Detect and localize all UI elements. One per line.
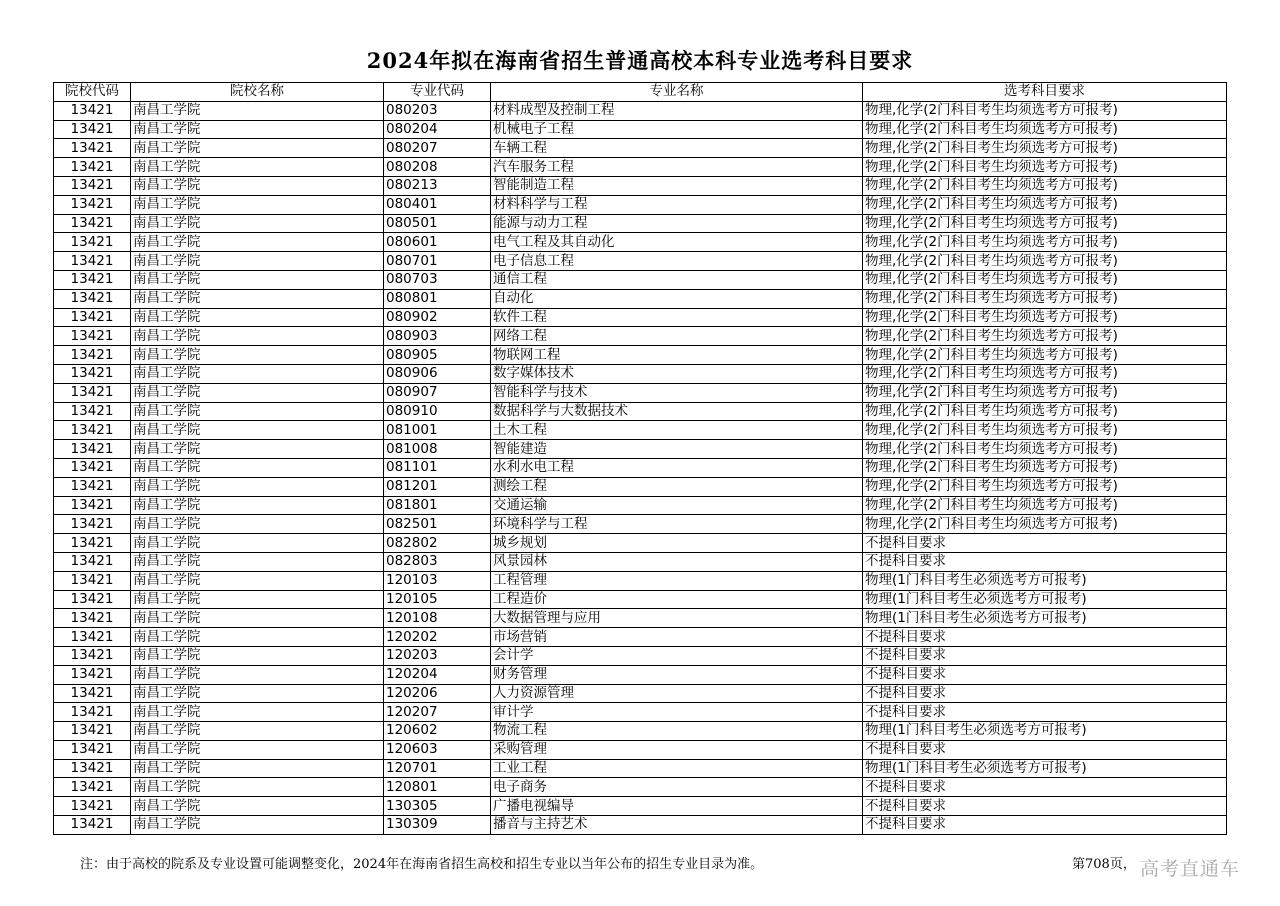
major-name-cell: 车辆工程 [491, 139, 863, 158]
major-code-cell: 120701 [384, 759, 491, 778]
school-name-cell: 南昌工学院 [131, 176, 384, 195]
table-row [54, 458, 1227, 477]
school-name-cell: 南昌工学院 [131, 402, 384, 421]
table-row [54, 327, 1227, 346]
major-code-cell: 130305 [384, 797, 491, 816]
subject-requirement-cell: 物理,化学(2门科目考生均须选考方可报考) [863, 233, 1227, 252]
subject-requirement-cell: 物理(1门科目考生必须选考方可报考) [863, 722, 1227, 741]
table-row [54, 740, 1227, 759]
school-code-cell: 13421 [54, 458, 131, 477]
school-name-cell: 南昌工学院 [131, 778, 384, 797]
table-row [54, 383, 1227, 402]
major-name-cell: 数据科学与大数据技术 [491, 402, 863, 421]
school-name-cell: 南昌工学院 [131, 740, 384, 759]
major-code-cell: 120602 [384, 722, 491, 741]
school-code-cell: 13421 [54, 628, 131, 647]
major-name-cell: 电子信息工程 [491, 252, 863, 271]
major-code-cell: 081008 [384, 440, 491, 459]
major-name-cell: 人力资源管理 [491, 684, 863, 703]
school-name-cell: 南昌工学院 [131, 270, 384, 289]
school-code-cell: 13421 [54, 120, 131, 139]
major-code-cell: 081001 [384, 421, 491, 440]
major-name-cell: 风景园林 [491, 552, 863, 571]
subject-requirement-cell: 物理,化学(2门科目考生均须选考方可报考) [863, 270, 1227, 289]
major-code-cell: 080501 [384, 214, 491, 233]
school-code-cell: 13421 [54, 270, 131, 289]
major-name-cell: 智能科学与技术 [491, 383, 863, 402]
table-row [54, 797, 1227, 816]
major-code-cell: 081801 [384, 496, 491, 515]
table-row [54, 665, 1227, 684]
school-name-cell: 南昌工学院 [131, 252, 384, 271]
subject-requirement-cell: 物理,化学(2门科目考生均须选考方可报考) [863, 383, 1227, 402]
subject-requirement-cell: 物理,化学(2门科目考生均须选考方可报考) [863, 440, 1227, 459]
school-code-cell: 13421 [54, 552, 131, 571]
major-name-cell: 材料成型及控制工程 [491, 101, 863, 120]
subject-requirement-cell: 不提科目要求 [863, 797, 1227, 816]
school-name-cell: 南昌工学院 [131, 195, 384, 214]
major-code-cell: 080902 [384, 308, 491, 327]
school-name-cell: 南昌工学院 [131, 101, 384, 120]
school-name-cell: 南昌工学院 [131, 383, 384, 402]
table-row [54, 233, 1227, 252]
school-code-cell: 13421 [54, 571, 131, 590]
subject-requirement-cell: 物理(1门科目考生必须选考方可报考) [863, 590, 1227, 609]
major-name-cell: 会计学 [491, 646, 863, 665]
school-name-cell: 南昌工学院 [131, 440, 384, 459]
major-code-cell: 080208 [384, 158, 491, 177]
subject-requirement-cell: 物理,化学(2门科目考生均须选考方可报考) [863, 101, 1227, 120]
major-name-cell: 通信工程 [491, 270, 863, 289]
school-name-cell: 南昌工学院 [131, 158, 384, 177]
major-name-cell: 土木工程 [491, 421, 863, 440]
major-code-cell: 130309 [384, 816, 491, 835]
school-name-cell: 南昌工学院 [131, 609, 384, 628]
school-name-cell: 南昌工学院 [131, 571, 384, 590]
footnote: 注：由于高校的院系及专业设置可能调整变化，2024年在海南省招生高校和招生专业以当年公布的招生专业目录为准。 [80, 857, 764, 872]
subject-requirement-cell: 不提科目要求 [863, 816, 1227, 835]
school-name-cell: 南昌工学院 [131, 364, 384, 383]
table-row [54, 270, 1227, 289]
school-code-cell: 13421 [54, 421, 131, 440]
subject-requirement-cell: 物理,化学(2门科目考生均须选考方可报考) [863, 158, 1227, 177]
table-row [54, 289, 1227, 308]
table-row [54, 684, 1227, 703]
table-row [54, 571, 1227, 590]
major-code-cell: 081201 [384, 477, 491, 496]
school-name-cell: 南昌工学院 [131, 496, 384, 515]
major-code-cell: 080910 [384, 402, 491, 421]
school-code-cell: 13421 [54, 214, 131, 233]
subject-requirement-cell: 物理,化学(2门科目考生均须选考方可报考) [863, 214, 1227, 233]
school-name-cell: 南昌工学院 [131, 797, 384, 816]
school-code-cell: 13421 [54, 740, 131, 759]
school-code-cell: 13421 [54, 289, 131, 308]
table-row [54, 308, 1227, 327]
subject-requirement-cell: 不提科目要求 [863, 628, 1227, 647]
subject-requirement-cell: 物理,化学(2门科目考生均须选考方可报考) [863, 458, 1227, 477]
major-code-cell: 082501 [384, 515, 491, 534]
school-name-cell: 南昌工学院 [131, 684, 384, 703]
table-row [54, 364, 1227, 383]
major-code-cell: 080401 [384, 195, 491, 214]
school-name-cell: 南昌工学院 [131, 646, 384, 665]
table-row [54, 628, 1227, 647]
major-name-cell: 汽车服务工程 [491, 158, 863, 177]
table-header-row [54, 83, 1227, 102]
subject-requirement-cell: 物理,化学(2门科目考生均须选考方可报考) [863, 308, 1227, 327]
major-code-cell: 120207 [384, 703, 491, 722]
major-name-cell: 工程管理 [491, 571, 863, 590]
school-code-cell: 13421 [54, 534, 131, 553]
subject-requirement-cell: 不提科目要求 [863, 646, 1227, 665]
subject-requirement-cell: 物理,化学(2门科目考生均须选考方可报考) [863, 477, 1227, 496]
school-code-cell: 13421 [54, 233, 131, 252]
major-code-cell: 082802 [384, 534, 491, 553]
school-name-cell: 南昌工学院 [131, 233, 384, 252]
school-name-cell: 南昌工学院 [131, 289, 384, 308]
school-code-cell: 13421 [54, 778, 131, 797]
subject-requirement-cell: 物理(1门科目考生必须选考方可报考) [863, 759, 1227, 778]
major-name-cell: 环境科学与工程 [491, 515, 863, 534]
table-row [54, 552, 1227, 571]
table-row [54, 496, 1227, 515]
major-code-cell: 080905 [384, 346, 491, 365]
school-name-cell: 南昌工学院 [131, 759, 384, 778]
table-row [54, 139, 1227, 158]
major-name-cell: 工程造价 [491, 590, 863, 609]
school-name-cell: 南昌工学院 [131, 703, 384, 722]
school-name-cell: 南昌工学院 [131, 139, 384, 158]
table-row [54, 646, 1227, 665]
table-row [54, 722, 1227, 741]
subject-requirement-cell: 物理(1门科目考生必须选考方可报考) [863, 571, 1227, 590]
table-row [54, 402, 1227, 421]
subject-requirement-cell: 物理,化学(2门科目考生均须选考方可报考) [863, 176, 1227, 195]
major-code-cell: 080907 [384, 383, 491, 402]
watermark: 高考直通车 [1140, 858, 1241, 880]
school-name-cell: 南昌工学院 [131, 628, 384, 647]
major-code-cell: 120801 [384, 778, 491, 797]
major-name-cell: 软件工程 [491, 308, 863, 327]
major-code-cell: 120206 [384, 684, 491, 703]
subject-requirement-cell: 物理,化学(2门科目考生均须选考方可报考) [863, 289, 1227, 308]
major-name-cell: 城乡规划 [491, 534, 863, 553]
school-code-cell: 13421 [54, 590, 131, 609]
subject-requirement-cell: 物理,化学(2门科目考生均须选考方可报考) [863, 402, 1227, 421]
major-code-cell: 120103 [384, 571, 491, 590]
school-code-cell: 13421 [54, 364, 131, 383]
table-row [54, 176, 1227, 195]
major-code-cell: 080203 [384, 101, 491, 120]
school-code-cell: 13421 [54, 139, 131, 158]
major-name-cell: 审计学 [491, 703, 863, 722]
subject-requirement-cell: 物理,化学(2门科目考生均须选考方可报考) [863, 421, 1227, 440]
table-row [54, 158, 1227, 177]
major-name-cell: 播音与主持艺术 [491, 816, 863, 835]
page-number: 第708页， [1072, 857, 1136, 872]
subject-requirement-cell: 不提科目要求 [863, 778, 1227, 797]
subject-requirement-cell: 物理,化学(2门科目考生均须选考方可报考) [863, 496, 1227, 515]
school-code-cell: 13421 [54, 176, 131, 195]
major-code-cell: 120603 [384, 740, 491, 759]
school-name-cell: 南昌工学院 [131, 327, 384, 346]
major-name-cell: 智能制造工程 [491, 176, 863, 195]
school-code-cell: 13421 [54, 440, 131, 459]
subject-requirement-cell: 不提科目要求 [863, 740, 1227, 759]
table-row [54, 703, 1227, 722]
school-name-cell: 南昌工学院 [131, 458, 384, 477]
school-code-cell: 13421 [54, 515, 131, 534]
school-name-cell: 南昌工学院 [131, 552, 384, 571]
subject-requirement-cell: 不提科目要求 [863, 703, 1227, 722]
major-code-cell: 080204 [384, 120, 491, 139]
school-name-cell: 南昌工学院 [131, 346, 384, 365]
major-code-cell: 120202 [384, 628, 491, 647]
table-row [54, 590, 1227, 609]
school-code-cell: 13421 [54, 797, 131, 816]
subject-requirement-cell: 不提科目要求 [863, 534, 1227, 553]
subject-requirement-cell: 物理,化学(2门科目考生均须选考方可报考) [863, 346, 1227, 365]
col-header-major-code: 专业代码 [384, 83, 491, 102]
table-row [54, 214, 1227, 233]
school-name-cell: 南昌工学院 [131, 515, 384, 534]
major-code-cell: 080703 [384, 270, 491, 289]
subject-requirement-cell: 物理,化学(2门科目考生均须选考方可报考) [863, 364, 1227, 383]
requirements-table [53, 82, 1227, 835]
major-code-cell: 120105 [384, 590, 491, 609]
school-code-cell: 13421 [54, 252, 131, 271]
school-name-cell: 南昌工学院 [131, 120, 384, 139]
school-code-cell: 13421 [54, 477, 131, 496]
major-name-cell: 材料科学与工程 [491, 195, 863, 214]
table-row [54, 778, 1227, 797]
major-name-cell: 数字媒体技术 [491, 364, 863, 383]
major-code-cell: 081101 [384, 458, 491, 477]
major-code-cell: 080906 [384, 364, 491, 383]
subject-requirement-cell: 不提科目要求 [863, 552, 1227, 571]
subject-requirement-cell: 物理(1门科目考生必须选考方可报考) [863, 609, 1227, 628]
table-row [54, 101, 1227, 120]
subject-requirement-cell: 物理,化学(2门科目考生均须选考方可报考) [863, 327, 1227, 346]
table-row [54, 120, 1227, 139]
school-name-cell: 南昌工学院 [131, 665, 384, 684]
table-row [54, 609, 1227, 628]
col-header-major-name: 专业名称 [491, 83, 863, 102]
school-code-cell: 13421 [54, 327, 131, 346]
major-name-cell: 交通运输 [491, 496, 863, 515]
major-name-cell: 网络工程 [491, 327, 863, 346]
col-header-subject-requirement: 选考科目要求 [863, 83, 1227, 102]
school-code-cell: 13421 [54, 703, 131, 722]
subject-requirement-cell: 物理,化学(2门科目考生均须选考方可报考) [863, 139, 1227, 158]
major-name-cell: 市场营销 [491, 628, 863, 647]
major-name-cell: 采购管理 [491, 740, 863, 759]
col-header-school-code: 院校代码 [54, 83, 131, 102]
major-name-cell: 测绘工程 [491, 477, 863, 496]
school-code-cell: 13421 [54, 646, 131, 665]
major-name-cell: 物流工程 [491, 722, 863, 741]
school-name-cell: 南昌工学院 [131, 477, 384, 496]
school-code-cell: 13421 [54, 722, 131, 741]
school-name-cell: 南昌工学院 [131, 308, 384, 327]
major-code-cell: 120204 [384, 665, 491, 684]
school-name-cell: 南昌工学院 [131, 722, 384, 741]
major-code-cell: 080213 [384, 176, 491, 195]
school-code-cell: 13421 [54, 496, 131, 515]
major-code-cell: 080903 [384, 327, 491, 346]
page-title: 2024年拟在海南省招生普通高校本科专业选考科目要求 [366, 48, 914, 73]
school-code-cell: 13421 [54, 759, 131, 778]
table-row [54, 440, 1227, 459]
major-name-cell: 电气工程及其自动化 [491, 233, 863, 252]
table-row [54, 477, 1227, 496]
major-name-cell: 工业工程 [491, 759, 863, 778]
table-row [54, 759, 1227, 778]
subject-requirement-cell: 物理,化学(2门科目考生均须选考方可报考) [863, 120, 1227, 139]
major-code-cell: 080801 [384, 289, 491, 308]
major-code-cell: 120203 [384, 646, 491, 665]
major-code-cell: 082803 [384, 552, 491, 571]
major-name-cell: 自动化 [491, 289, 863, 308]
major-name-cell: 物联网工程 [491, 346, 863, 365]
school-code-cell: 13421 [54, 684, 131, 703]
table-row [54, 346, 1227, 365]
subject-requirement-cell: 物理,化学(2门科目考生均须选考方可报考) [863, 195, 1227, 214]
major-code-cell: 120108 [384, 609, 491, 628]
school-code-cell: 13421 [54, 609, 131, 628]
subject-requirement-cell: 不提科目要求 [863, 665, 1227, 684]
school-code-cell: 13421 [54, 665, 131, 684]
school-code-cell: 13421 [54, 816, 131, 835]
school-code-cell: 13421 [54, 383, 131, 402]
table-row [54, 421, 1227, 440]
school-name-cell: 南昌工学院 [131, 214, 384, 233]
table-row [54, 515, 1227, 534]
major-name-cell: 大数据管理与应用 [491, 609, 863, 628]
school-code-cell: 13421 [54, 402, 131, 421]
major-name-cell: 财务管理 [491, 665, 863, 684]
major-code-cell: 080701 [384, 252, 491, 271]
major-name-cell: 机械电子工程 [491, 120, 863, 139]
school-code-cell: 13421 [54, 101, 131, 120]
table-row [54, 252, 1227, 271]
school-name-cell: 南昌工学院 [131, 534, 384, 553]
school-name-cell: 南昌工学院 [131, 421, 384, 440]
school-code-cell: 13421 [54, 158, 131, 177]
major-code-cell: 080601 [384, 233, 491, 252]
major-name-cell: 智能建造 [491, 440, 863, 459]
school-code-cell: 13421 [54, 346, 131, 365]
table-row [54, 534, 1227, 553]
subject-requirement-cell: 物理,化学(2门科目考生均须选考方可报考) [863, 252, 1227, 271]
subject-requirement-cell: 物理,化学(2门科目考生均须选考方可报考) [863, 515, 1227, 534]
school-code-cell: 13421 [54, 308, 131, 327]
major-name-cell: 水利水电工程 [491, 458, 863, 477]
school-code-cell: 13421 [54, 195, 131, 214]
major-name-cell: 广播电视编导 [491, 797, 863, 816]
school-name-cell: 南昌工学院 [131, 816, 384, 835]
col-header-school-name: 院校名称 [131, 83, 384, 102]
major-code-cell: 080207 [384, 139, 491, 158]
subject-requirement-cell: 不提科目要求 [863, 684, 1227, 703]
table-row [54, 816, 1227, 835]
table-row [54, 195, 1227, 214]
school-name-cell: 南昌工学院 [131, 590, 384, 609]
major-name-cell: 能源与动力工程 [491, 214, 863, 233]
major-name-cell: 电子商务 [491, 778, 863, 797]
